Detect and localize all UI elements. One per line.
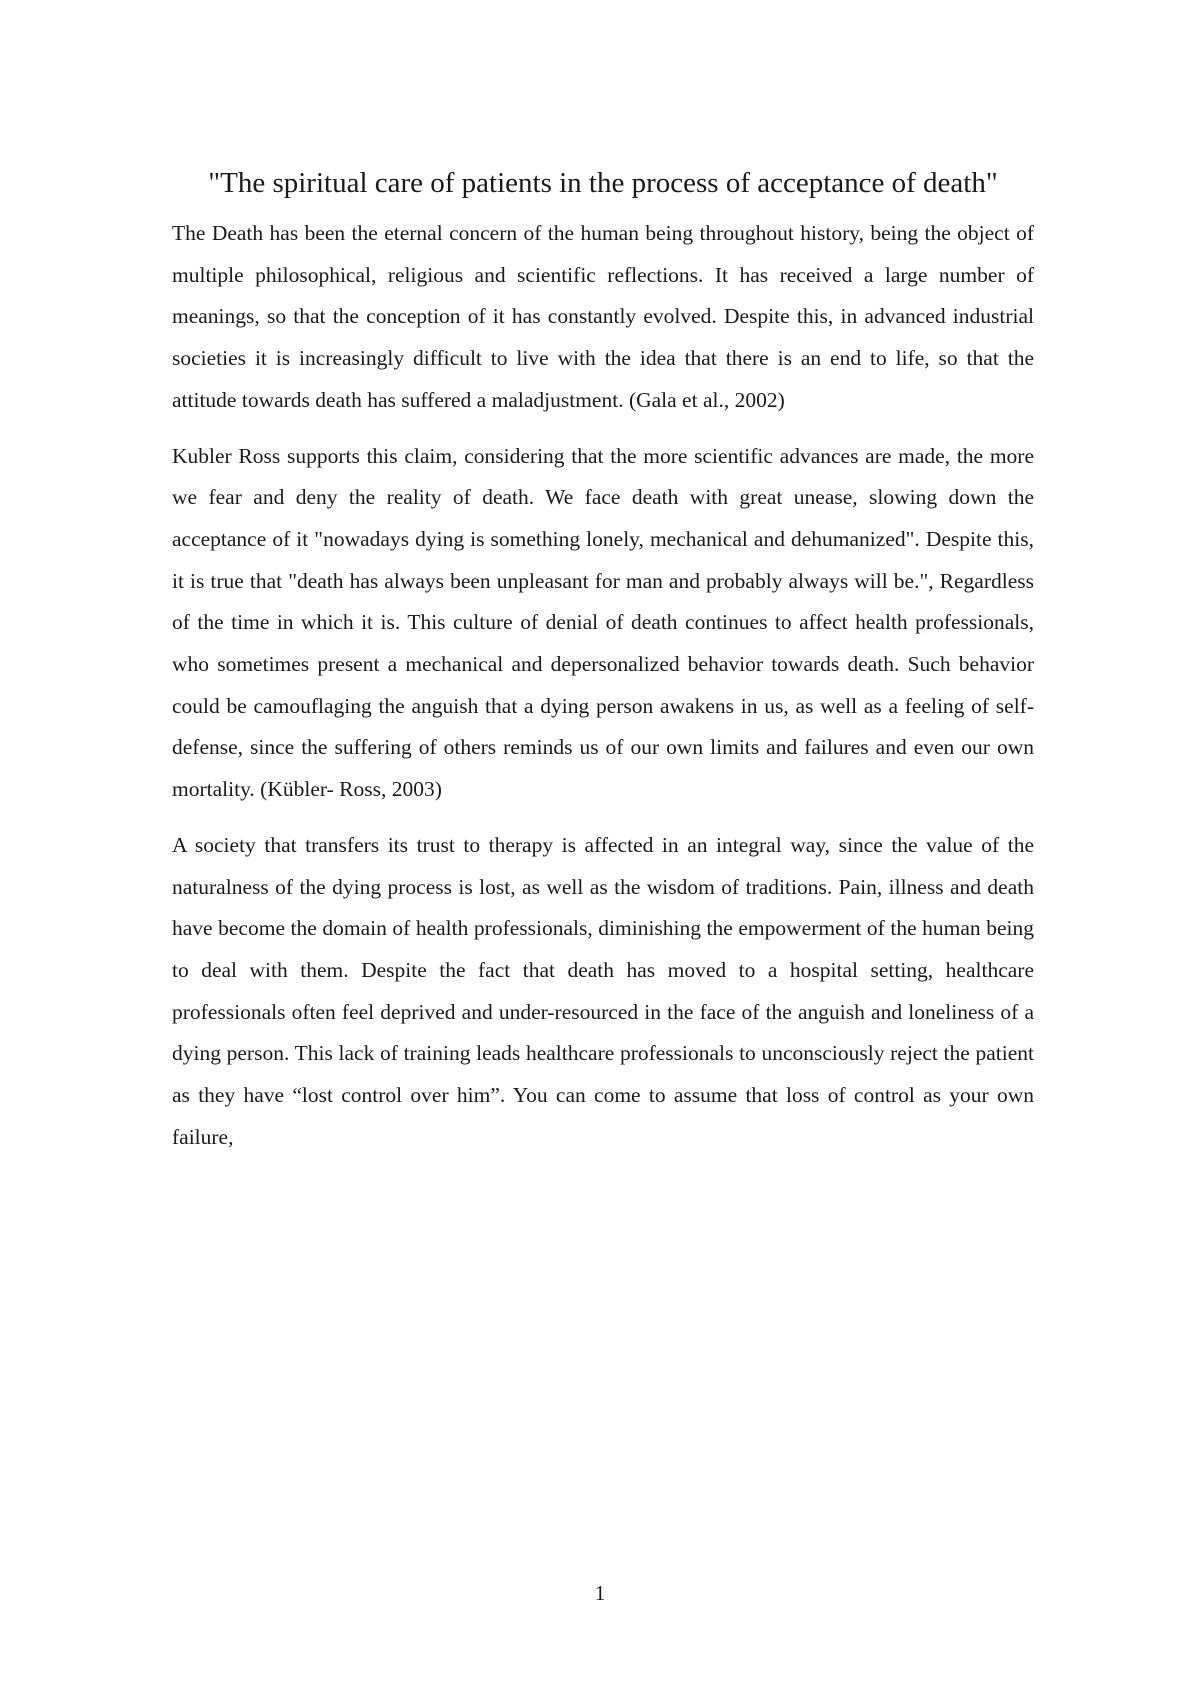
document-body xyxy=(172,156,1034,1172)
paragraph-1: The Death has been the eternal concern of the human being throughout history, being the object of multiple philosophical, religious and scientific reflections. It has received a large number of meanings, so that the conception of it has constantly evolved. Despite this, in advanced industrial societies it is increasingly difficult to live with the idea that there is an end to life, so that the attitude towards death has suffered a maladjustment. (Gala et al., 2002) xyxy=(172,221,1034,412)
document-title: "The spiritual care of patients in the process of acceptance of death" xyxy=(208,167,998,199)
page-number: 1 xyxy=(594,1581,606,1605)
paragraph-2: Kubler Ross supports this claim, considering that the more scientific advances are made, the more we fear and deny the reality of death. We face death with great unease, slowing down the acceptance of it "nowadays dying is something lonely, mechanical and dehumanized". Despite this, it is true that "death has always been unpleasant for man and probably always will be.", Regardless of the time in which it is. This culture of denial of death continues to affect health professionals, who sometimes present a mechanical and depersonalized behavior towards death. Such behavior could be camouflaging the anguish that a dying person awakens in us, as well as a feeling of self-defense, since the suffering of others reminds us of our own limits and failures and even our own mortality. (Kübler- Ross, 2003) xyxy=(172,443,1034,802)
paragraph-3: A society that transfers its trust to therapy is affected in an integral way, since the value of the naturalness of the dying process is lost, as well as the wisdom of traditions. Pain, illness and death have become the domain of health professionals, diminishing the empowerment of the human being to deal with them. Despite the fact that death has moved to a hospital setting, healthcare professionals often feel deprived and under-resourced in the face of the anguish and loneliness of a dying person. This lack of training leads healthcare professionals to unconsciously reject the patient as they have “lost control over him”. You can come to assume that loss of control as your own failure, xyxy=(172,832,1034,1149)
